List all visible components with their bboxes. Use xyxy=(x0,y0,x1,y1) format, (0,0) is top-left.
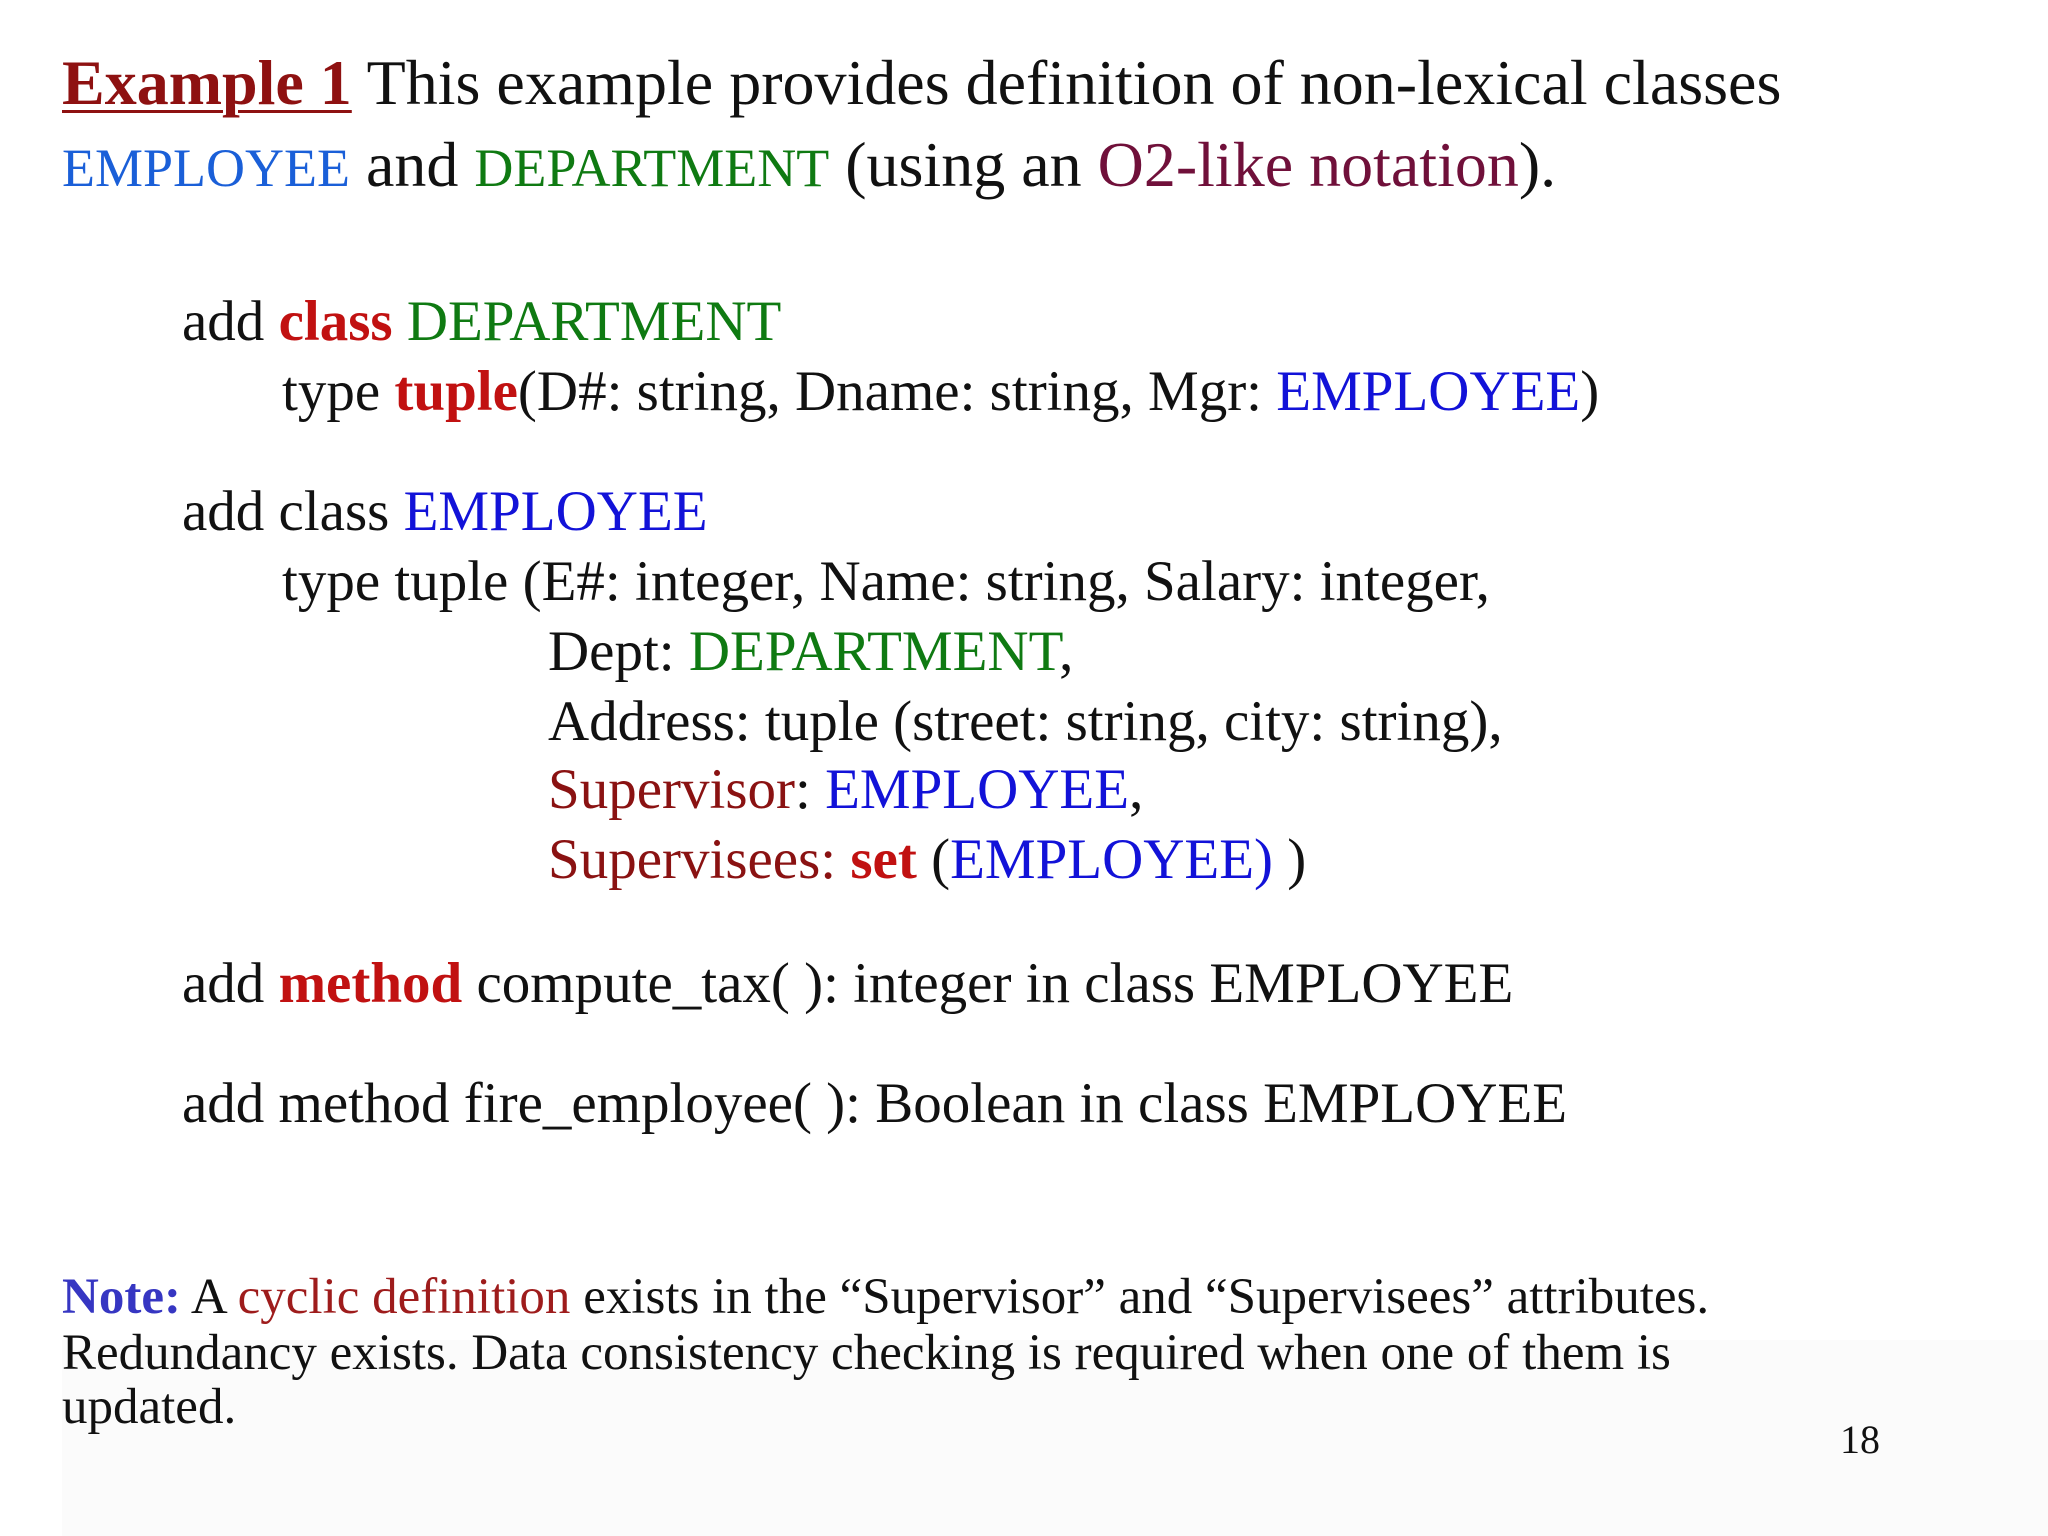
keyword-set: set xyxy=(850,828,917,891)
code-dept-field xyxy=(548,620,1073,684)
page-number: 18 xyxy=(1840,1417,1880,1462)
keyword-class: class xyxy=(278,290,393,353)
code-supervisor-field xyxy=(548,758,1143,822)
code-space xyxy=(393,290,407,353)
code-compute-tax: compute_tax( ): integer in class EMPLOYEE xyxy=(462,952,1514,1015)
note-a: A xyxy=(180,1269,238,1325)
code-colon: : xyxy=(794,758,826,821)
title-line-2 xyxy=(62,130,1556,203)
title-and: and xyxy=(349,129,475,200)
title-employee: EMPLOYEE xyxy=(62,138,350,198)
note-line-2 xyxy=(62,1326,1671,1381)
code-add-class: add class xyxy=(182,480,404,543)
title-department: DEPARTMENT xyxy=(474,138,830,198)
note-cyclic-definition: cyclic definition xyxy=(237,1269,571,1325)
code-fire-employee: add method fire_employee( ): Boolean in class EMPLOYEE xyxy=(182,1072,1568,1135)
code-address-field xyxy=(548,690,1503,754)
code-method-fire-employee xyxy=(182,1072,1567,1136)
code-dept-type: DEPARTMENT xyxy=(688,620,1060,683)
keyword-method: method xyxy=(278,952,463,1015)
code-open-paren: ( xyxy=(916,828,951,891)
code-dept-label: Dept: xyxy=(548,620,689,683)
code-add-class-employee xyxy=(182,480,708,544)
code-comma: , xyxy=(1129,758,1144,821)
code-comma: , xyxy=(1059,620,1074,683)
code-supervisees-type: EMPLOYEE) xyxy=(950,828,1274,891)
code-close-paren: ) xyxy=(1273,828,1307,891)
code-method-compute-tax xyxy=(182,952,1513,1016)
note-updated-text: updated. xyxy=(62,1379,237,1435)
title-using: (using an xyxy=(829,129,1098,200)
code-supervisor-label: Supervisor xyxy=(548,758,795,821)
code-close: ) xyxy=(1580,360,1600,423)
code-department-fields: (D#: string, Dname: string, Mgr: xyxy=(517,360,1277,423)
code-add-class-department xyxy=(182,290,781,354)
note-redundancy-text: Redundancy exists. Data consistency checking is required when one of them is xyxy=(62,1325,1671,1381)
code-supervisor-type: EMPLOYEE xyxy=(825,758,1130,821)
code-supervisees-field xyxy=(548,828,1306,892)
code-colon: : xyxy=(820,828,851,891)
title-line-1 xyxy=(62,48,1781,118)
code-supervisees-label: Supervisees xyxy=(548,828,821,891)
title-text: This example provides definition of non-lexical classes xyxy=(351,47,1782,118)
code-employee-type xyxy=(282,550,1490,614)
code-employee: EMPLOYEE xyxy=(403,480,708,543)
title-end: ). xyxy=(1518,129,1557,200)
keyword-tuple: tuple xyxy=(394,360,518,423)
code-department: DEPARTMENT xyxy=(406,290,782,353)
note-line-1 xyxy=(62,1270,1709,1325)
title-o2-notation: O2-like notation xyxy=(1097,129,1519,200)
code-mgr-type: EMPLOYEE xyxy=(1276,360,1581,423)
code-employee-fields: type tuple (E#: integer, Name: string, Salary: integer, xyxy=(282,550,1490,613)
note-label: Note: xyxy=(62,1269,181,1325)
code-address: Address: tuple (street: string, city: string), xyxy=(548,690,1503,753)
note-line-3 xyxy=(62,1380,236,1435)
code-department-type xyxy=(282,360,1599,424)
example-label: Example 1 xyxy=(62,47,352,118)
code-type: type xyxy=(282,360,395,423)
code-add: add xyxy=(182,952,279,1015)
code-add: add xyxy=(182,290,279,353)
note-line-1-rest: exists in the “Supervisor” and “Supervisees” attributes. xyxy=(570,1269,1710,1325)
